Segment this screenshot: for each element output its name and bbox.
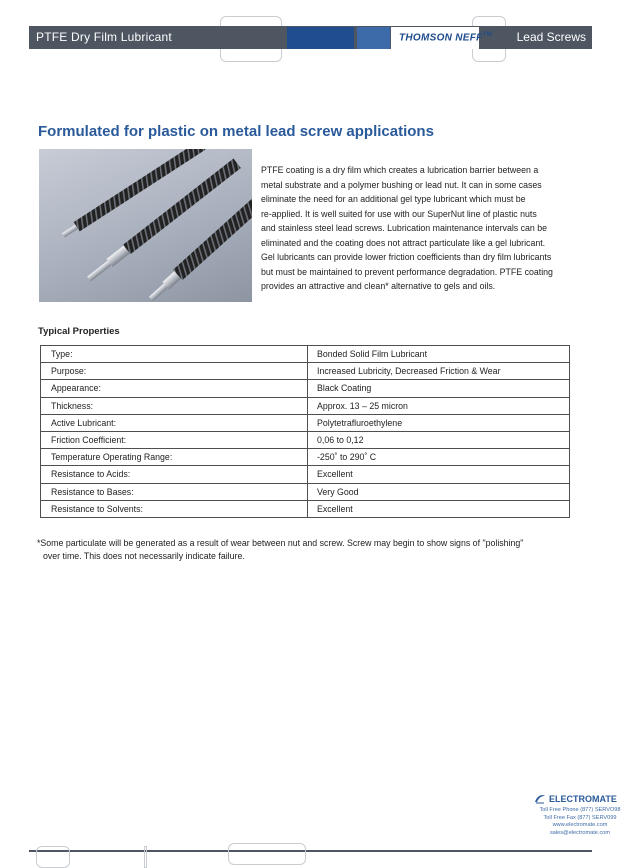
property-value: -250˚ to 290˚ C bbox=[308, 449, 570, 466]
property-value: Excellent bbox=[308, 500, 570, 517]
table-row bbox=[41, 431, 570, 448]
description-line: but must be maintained to prevent performance degradation. PTFE coating bbox=[261, 266, 553, 277]
table-row bbox=[41, 483, 570, 500]
description-line: metal substrate and a polymer bushing or lead nut. It can in some cases bbox=[261, 179, 542, 190]
property-value: Black Coating bbox=[308, 380, 570, 397]
property-value: Polytetrafluroethylene bbox=[308, 414, 570, 431]
property-value: 0,06 to 0,12 bbox=[308, 431, 570, 448]
description-line: PTFE coating is a dry film which creates a lubrication barrier between a bbox=[261, 165, 539, 175]
lead-screw-illustration bbox=[39, 149, 252, 302]
footnote bbox=[37, 537, 577, 563]
property-label: Type: bbox=[41, 346, 308, 363]
description-line: re-applied. It is well suited for use with our SuperNut line of plastic nuts bbox=[261, 208, 537, 219]
description-line: eliminated and the coating does not attract particulate like a gel lubricant. bbox=[261, 237, 546, 248]
property-label: Resistance to Bases: bbox=[41, 483, 308, 500]
table-row bbox=[41, 449, 570, 466]
header-section: Lead Screws bbox=[516, 30, 586, 44]
property-value: Very Good bbox=[308, 483, 570, 500]
footnote-line: *Some particulate will be generated as a result of wear between nut and screw. Screw may begin to show signs of "polishing" bbox=[37, 538, 524, 548]
electromate-swoosh-icon bbox=[534, 794, 546, 804]
description bbox=[261, 163, 581, 294]
property-label: Friction Coefficient: bbox=[41, 431, 308, 448]
property-label: Appearance: bbox=[41, 380, 308, 397]
electromate-name: ELECTROMATE bbox=[549, 794, 617, 804]
footer-rule bbox=[29, 850, 592, 852]
property-label: Resistance to Solvents: bbox=[41, 500, 308, 517]
header-accent-block bbox=[357, 27, 390, 49]
properties-heading: Typical Properties bbox=[38, 326, 120, 337]
properties-table bbox=[40, 345, 570, 518]
table-row bbox=[41, 397, 570, 414]
table-row bbox=[41, 500, 570, 517]
description-line: provides an attractive and clean* alternative to gels and oils. bbox=[261, 281, 496, 291]
property-label: Active Lubricant: bbox=[41, 414, 308, 431]
property-value: Increased Lubricity, Decreased Friction & Wear bbox=[308, 363, 570, 380]
decor-outline-bottom-right bbox=[228, 843, 306, 865]
electromate-contact bbox=[530, 807, 630, 837]
property-label: Temperature Operating Range: bbox=[41, 449, 308, 466]
header-accent-block-dark bbox=[287, 27, 354, 49]
page-title: Formulated for plastic on metal lead screw applications bbox=[38, 123, 434, 140]
property-value: Approx. 13 – 25 micron bbox=[308, 397, 570, 414]
table-row bbox=[41, 363, 570, 380]
contact-email-link[interactable]: sales@electromate.com bbox=[549, 829, 611, 836]
header-title: PTFE Dry Film Lubricant bbox=[36, 30, 172, 44]
description-line: and stainless steel lead screws. Lubrication maintenance intervals can be bbox=[261, 223, 548, 233]
electromate-logo bbox=[534, 794, 617, 804]
contact-website-link[interactable]: www.electromate.com bbox=[552, 822, 608, 828]
table-row bbox=[41, 466, 570, 483]
contact-fax: Toll Free Fax (877) SERV099 bbox=[543, 814, 617, 821]
table-row bbox=[41, 346, 570, 363]
lead-screw-photo bbox=[39, 149, 252, 302]
contact-phone: Toll Free Phone (877) SERVO98 bbox=[539, 807, 621, 813]
footnote-line: over time. This does not necessarily indicate failure. bbox=[43, 551, 245, 561]
decor-outline-bottom-left bbox=[36, 846, 70, 868]
table-row bbox=[41, 414, 570, 431]
thomson-neff-logo bbox=[391, 27, 492, 49]
logo-text: THOMSON NEFF bbox=[399, 32, 483, 44]
property-label: Resistance to Acids: bbox=[41, 466, 308, 483]
property-value: Excellent bbox=[308, 466, 570, 483]
description-line: eliminate the need for an additional gel type lubricant which must be bbox=[261, 194, 526, 204]
property-label: Thickness: bbox=[41, 397, 308, 414]
property-value: Bonded Solid Film Lubricant bbox=[308, 346, 570, 363]
logo-trademark: TM bbox=[482, 32, 492, 38]
decor-outline-bottom-mid bbox=[144, 846, 147, 868]
property-label: Purpose: bbox=[41, 363, 308, 380]
table-row bbox=[41, 380, 570, 397]
description-line: Gel lubricants can provide lower friction coefficients than dry film lubricants bbox=[261, 252, 552, 262]
